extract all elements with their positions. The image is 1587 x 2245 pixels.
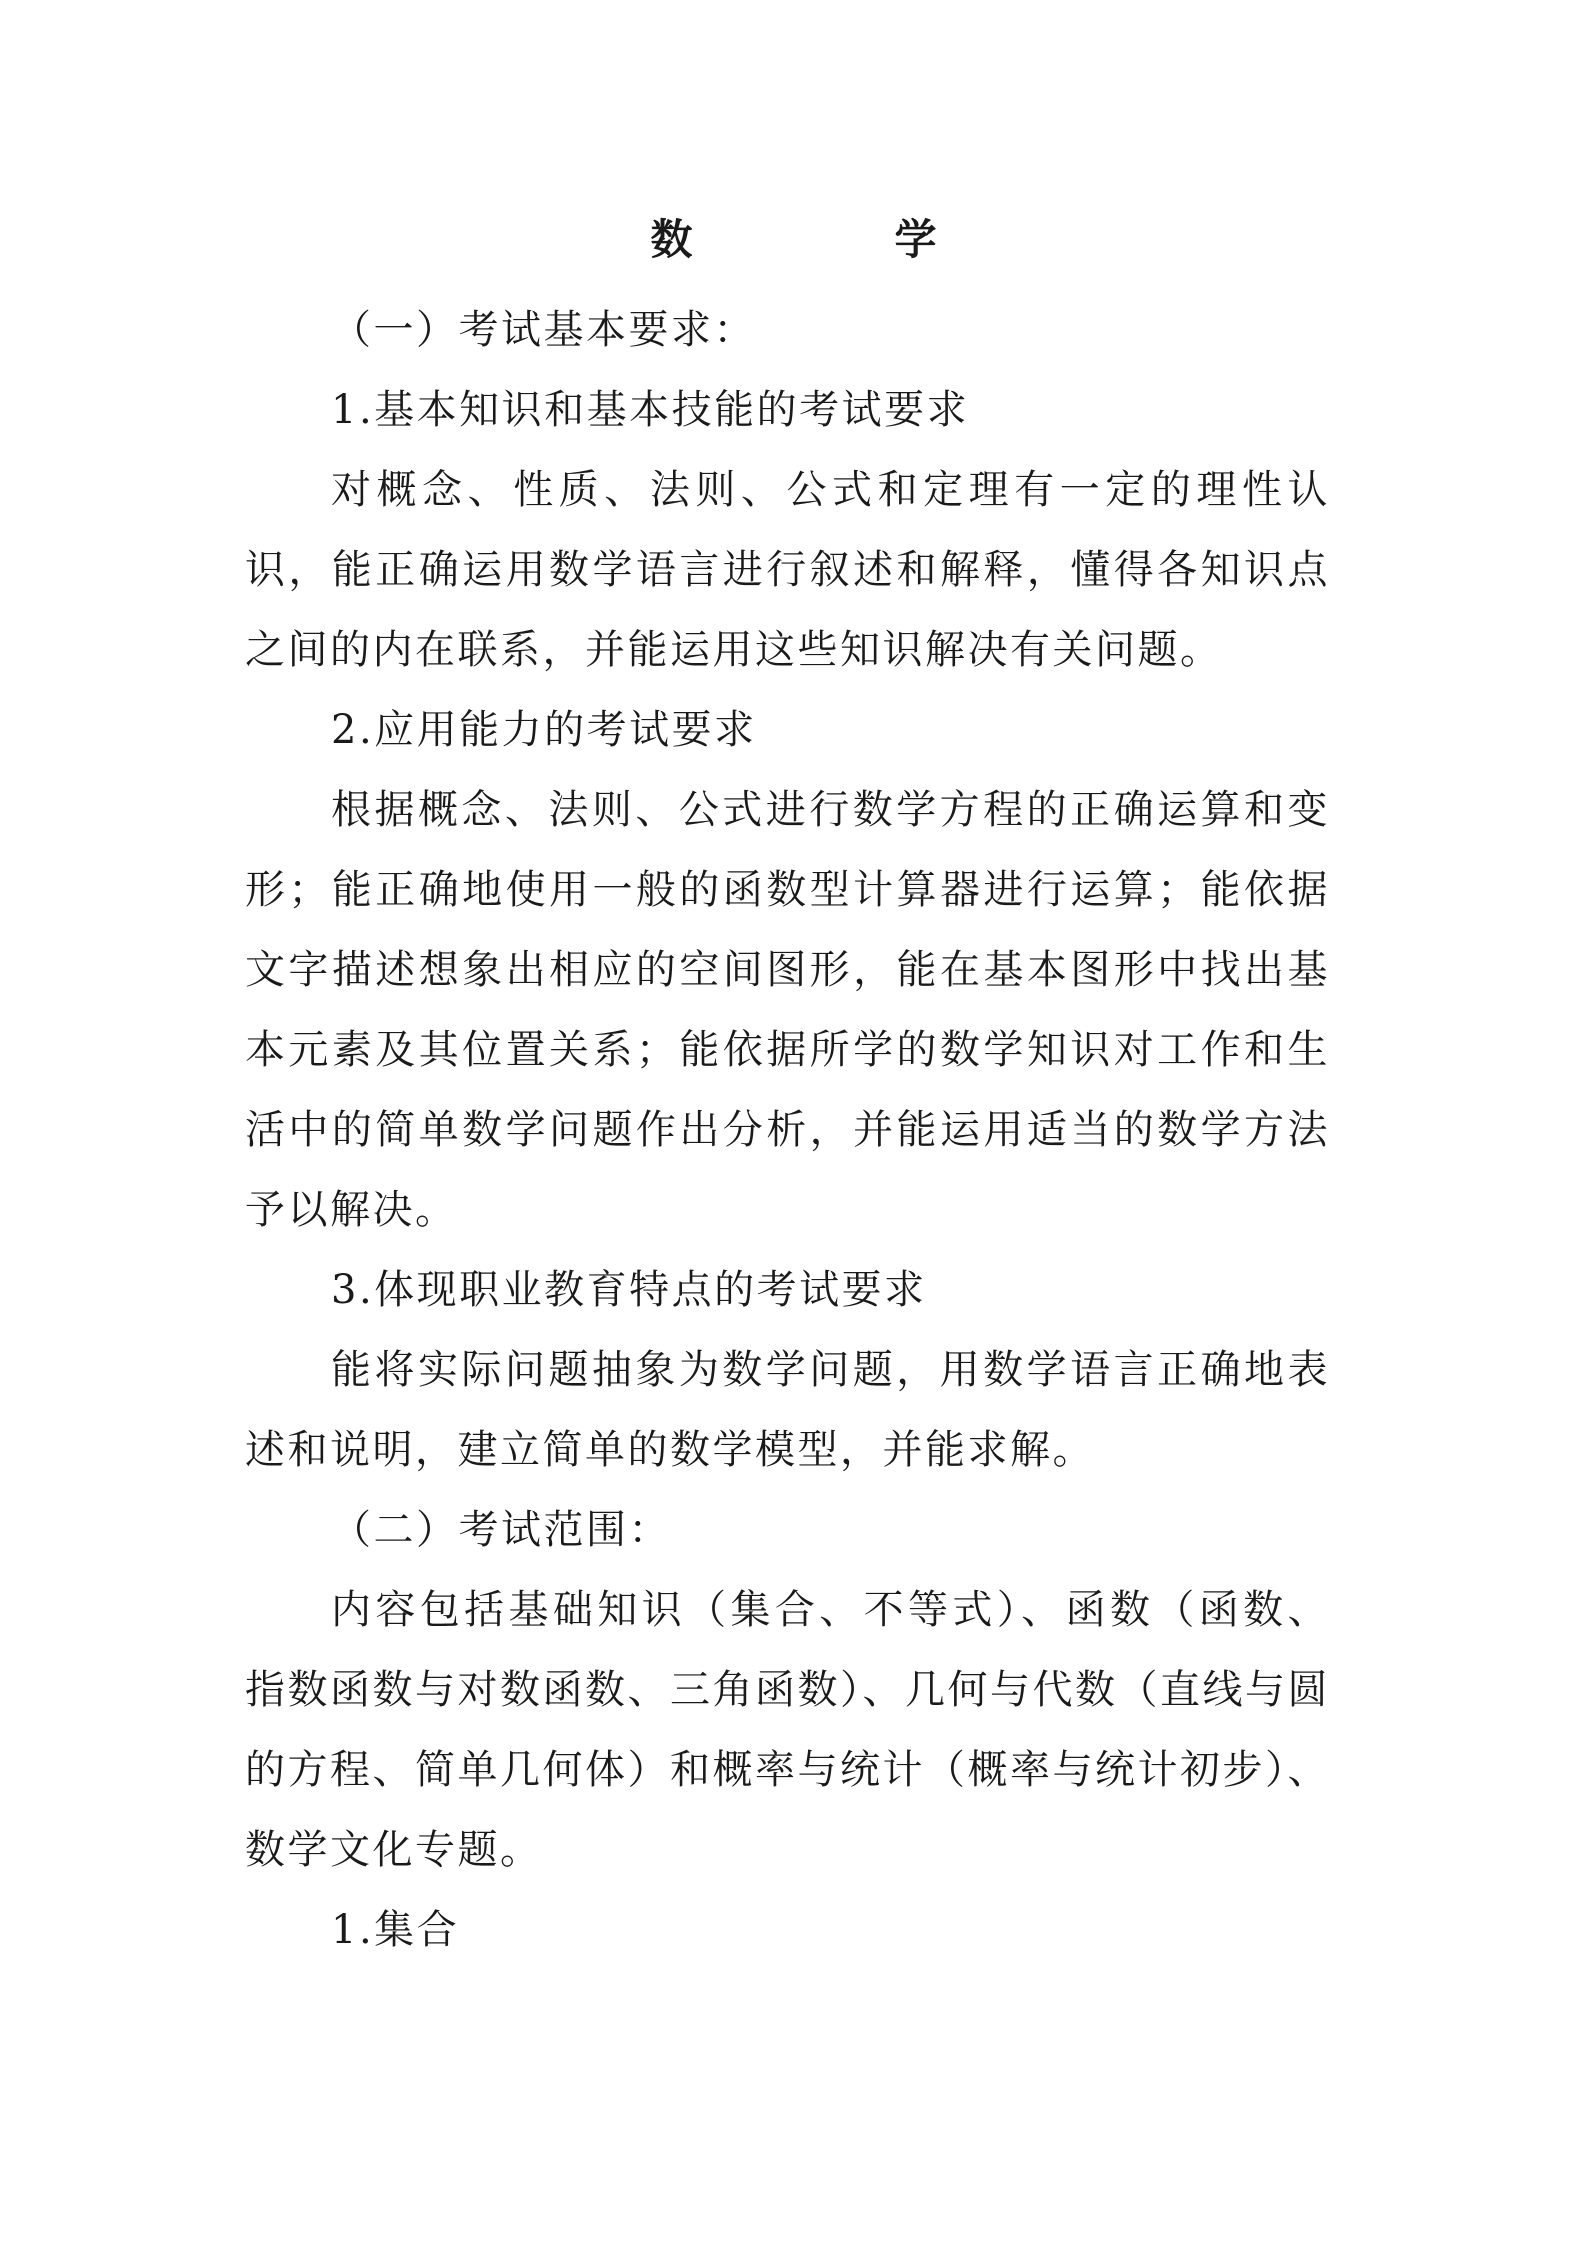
subheading-application-ability: 2.应用能力的考试要求	[331, 707, 757, 753]
subheading-sets: 1.集合	[331, 1907, 460, 1953]
section-heading-exam-scope: （二）考试范围：	[331, 1507, 671, 1553]
subheading-knowledge-skills: 1.基本知识和基本技能的考试要求	[331, 387, 970, 433]
paragraph-application-ability: 根据概念、法则、公式进行数学方程的正确运算和变形；能正确地使用一般的函数型计算器进行运算；能依据文字描述想象出相应的空间图形，能在基本图形中找出基本元素及其位置关系；能依据所学的数学知识对工作和生活中的简单数学问题作出分析，并能运用适当的数学方法予以解决。	[245, 787, 1330, 1233]
paragraph-vocational-features: 能将实际问题抽象为数学问题，用数学语言正确地表述和说明，建立简单的数学模型，并能求解。	[245, 1347, 1330, 1473]
paragraph-knowledge-skills: 对概念、性质、法则、公式和定理有一定的理性认识，能正确运用数学语言进行叙述和解释，懂得各知识点之间的内在联系，并能运用这些知识解决有关问题。	[245, 467, 1330, 673]
page-title: 数 学	[650, 215, 1017, 264]
paragraph-exam-scope: 内容包括基础知识（集合、不等式）、函数（函数、指数函数与对数函数、三角函数）、几何与代数（直线与圆的方程、简单几何体）和概率与统计（概率与统计初步）、数学文化专题。	[245, 1587, 1330, 1873]
section-heading-basic-requirements: （一）考试基本要求：	[331, 307, 756, 353]
subheading-vocational-features: 3.体现职业教育特点的考试要求	[331, 1267, 927, 1313]
document-body	[245, 290, 1330, 1970]
